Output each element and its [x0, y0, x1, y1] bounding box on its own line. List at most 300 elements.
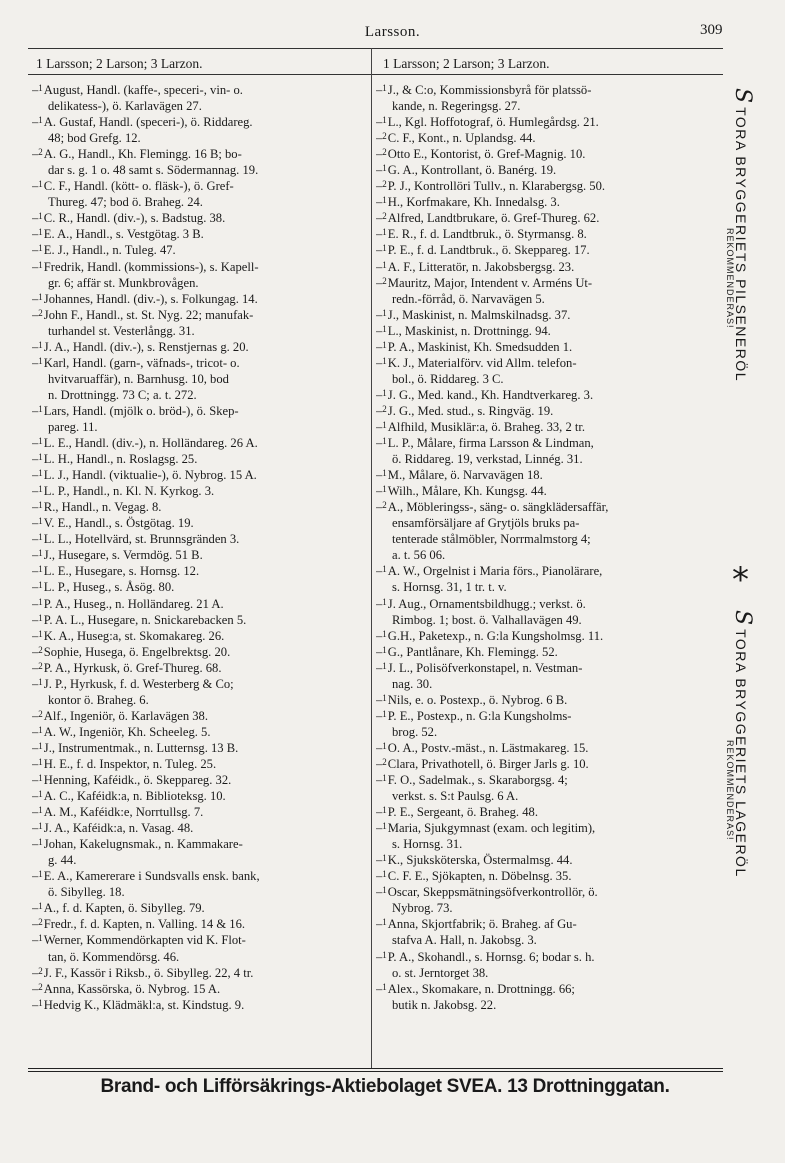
entry-text: A. W., Ingeniör, Kh. Scheeleg. 5. [43, 724, 211, 739]
directory-entry [376, 804, 728, 820]
spelling-variant-marker: 1 [38, 756, 43, 767]
spelling-variant-marker: 1 [38, 548, 43, 559]
spelling-variant-marker: 1 [38, 227, 43, 238]
entry-dash: – [32, 564, 39, 579]
entry-text: tenterade stålmöbler, Norrmalmstorg 4; [392, 532, 591, 547]
entry-continuation [376, 932, 728, 948]
directory-entry [32, 499, 366, 515]
spelling-variant-marker: 1 [382, 821, 387, 832]
side-ad-main-text: TORA BRYGGERIETS LAGERÖL [733, 629, 749, 878]
spelling-variant-marker: 1 [382, 227, 387, 238]
entry-text: L. H., Handl., n. Roslagsg. 25. [43, 452, 198, 467]
directory-entry [32, 724, 366, 740]
directory-entry [376, 387, 728, 403]
spelling-variant-marker: 1 [38, 837, 43, 848]
entry-dash: – [32, 644, 39, 659]
entry-text: Werner, Kommendörkapten vid K. Flot- [43, 933, 246, 948]
stora-logo-icon: S [730, 610, 755, 626]
spelling-variant-marker: 1 [38, 724, 43, 735]
entry-dash: – [32, 628, 39, 643]
directory-entry [376, 563, 728, 579]
entry-dash: – [32, 933, 39, 948]
entry-text: delikatess-), ö. Karlavägen 27. [48, 99, 202, 114]
entry-text: bol., ö. Riddareg. 3 C. [392, 371, 504, 386]
entry-dash: – [32, 869, 39, 884]
entry-text: Alex., Skomakare, n. Drottningg. 66; [387, 981, 575, 996]
spelling-variant-marker: 1 [382, 564, 387, 575]
directory-entry [32, 259, 366, 275]
directory-entry [32, 932, 366, 948]
entry-text: E. R., f. d. Landtbruk., ö. Styrmansg. 8. [387, 227, 587, 242]
spelling-variant-marker: 1 [382, 596, 387, 607]
entry-text: Johan, Kakelugnsmak., n. Kammakare- [43, 837, 243, 852]
spelling-variant-marker: 1 [382, 853, 387, 864]
entry-text: gr. 6; affär st. Munkbrovågen. [48, 275, 199, 290]
spelling-variant-marker: 1 [382, 644, 387, 655]
entry-dash: – [376, 853, 383, 868]
column-divider [371, 48, 372, 1068]
spelling-variant-marker: 1 [38, 403, 43, 414]
spelling-variant-marker: 1 [382, 163, 387, 174]
spelling-variant-marker: 1 [38, 500, 43, 511]
directory-entry [32, 644, 366, 660]
entry-text: L. P., Huseg., s. Åsög. 80. [43, 580, 175, 595]
directory-entry [376, 130, 728, 146]
entry-text: P. A., Huseg., n. Holländareg. 21 A. [43, 596, 224, 611]
directory-entry [376, 820, 728, 836]
spelling-variant-marker: 1 [38, 676, 43, 687]
entry-text: K., Sjuksköterska, Östermalmsg. 44. [387, 853, 573, 868]
spelling-variant-marker: 2 [38, 917, 43, 928]
entry-continuation [376, 371, 728, 387]
directory-entry [32, 756, 366, 772]
entry-text: Sophie, Husega, ö. Engelbrektsg. 20. [43, 644, 231, 659]
entry-continuation [32, 275, 366, 291]
spelling-variant-marker: 1 [382, 628, 387, 639]
directory-entry [32, 291, 366, 307]
entry-text: tan, ö. Kommendörsg. 46. [48, 949, 180, 964]
directory-entry [32, 612, 366, 628]
entry-dash: – [32, 516, 39, 531]
spelling-variant-marker: 1 [38, 933, 43, 944]
directory-entry [32, 210, 366, 226]
entry-dash: – [376, 387, 383, 402]
entry-text: stafva A. Hall, n. Jakobsg. 3. [392, 933, 537, 948]
entry-text: J., Husegare, s. Vermdög. 51 B. [43, 548, 203, 563]
directory-entry [32, 467, 366, 483]
spelling-variant-marker: 1 [382, 917, 387, 928]
directory-entry [376, 949, 728, 965]
entry-dash: – [32, 773, 39, 788]
entry-text: Henning, Kaféidk., ö. Skeppareg. 32. [43, 773, 232, 788]
entry-dash: – [32, 756, 39, 771]
entry-text: J. F., Kassör i Riksb., ö. Sibylleg. 22, 4 tr. [43, 965, 254, 980]
directory-entry [376, 483, 728, 499]
entry-dash: – [376, 259, 383, 274]
directory-entry [32, 226, 366, 242]
entry-continuation [32, 162, 366, 178]
entry-dash: – [32, 243, 39, 258]
spelling-variant-marker: 1 [38, 997, 43, 1008]
entry-dash: – [376, 773, 383, 788]
entry-dash: – [32, 227, 39, 242]
entry-dash: – [376, 885, 383, 900]
entry-continuation [376, 531, 728, 547]
entry-dash: – [32, 580, 39, 595]
entry-dash: – [32, 179, 39, 194]
entry-continuation [32, 387, 366, 403]
spelling-variant-marker: 1 [38, 805, 43, 816]
spelling-variant-marker: 1 [38, 740, 43, 751]
spelling-variant-marker: 1 [38, 628, 43, 639]
side-ad-lagerol [725, 610, 768, 1010]
directory-entry [32, 628, 366, 644]
directory-entry [376, 660, 728, 676]
entry-continuation [376, 98, 728, 114]
entry-text: P. E., Sergeant, ö. Braheg. 48. [387, 805, 538, 820]
spelling-variant-marker: 1 [382, 83, 387, 93]
entry-dash: – [32, 981, 39, 996]
directory-entry [32, 997, 366, 1013]
entry-text: Alfred, Landtbrukare, ö. Gref-Thureg. 62. [387, 211, 600, 226]
asterisk-divider-icon: * [732, 560, 749, 600]
entry-dash: – [376, 179, 383, 194]
spelling-variant-marker: 1 [382, 660, 387, 671]
entry-text: L. P., Handl., n. Kl. N. Kyrkog. 3. [43, 484, 215, 499]
entry-text: J. P., Hyrkusk, f. d. Westerberg & Co; [43, 676, 234, 691]
entry-text: P. E., Postexp., n. G:la Kungsholms- [387, 708, 572, 723]
directory-entry [32, 451, 366, 467]
spelling-variant-marker: 2 [382, 500, 387, 511]
entry-dash: – [376, 211, 383, 226]
entry-dash: – [376, 981, 383, 996]
spelling-variant-marker: 1 [38, 773, 43, 784]
spelling-variant-marker: 1 [38, 452, 43, 463]
directory-entry [376, 756, 728, 772]
directory-entry [32, 579, 366, 595]
entry-text: P. A., Skohandl., s. Hornsg. 6; bodar s. h. [387, 949, 595, 964]
directory-entry [376, 868, 728, 884]
directory-entry [32, 788, 366, 804]
entry-text: ensamförsäljare af Grytjöls bruks pa- [392, 516, 580, 531]
entry-continuation [32, 323, 366, 339]
spelling-variant-marker: 1 [38, 596, 43, 607]
directory-entry [32, 660, 366, 676]
entry-text: J. A., Kaféidk:a, n. Vasag. 48. [43, 821, 194, 836]
directory-entry [32, 114, 366, 130]
entry-text: kande, n. Regeringsg. 27. [392, 99, 521, 114]
entry-text: A. C., Kaféidk:a, n. Biblioteksg. 10. [43, 789, 226, 804]
entry-text: E. A., Kamererare i Sundsvalls ensk. bank, [43, 869, 260, 884]
entry-dash: – [376, 484, 383, 499]
directory-entry [32, 146, 366, 162]
entry-dash: – [376, 131, 383, 146]
entry-dash: – [32, 532, 39, 547]
entry-text: G.H., Paketexp., n. G:la Kungsholmsg. 11. [387, 628, 604, 643]
entry-dash: – [376, 419, 383, 434]
entry-text: C. F. E., Sjökapten, n. Döbelnsg. 35. [387, 869, 572, 884]
side-ad-main-text: TORA BRYGGERIETS PILSENERÖL [733, 107, 749, 383]
entry-dash: – [32, 291, 39, 306]
side-ad-sub-text: REKOMMENDERAS! [725, 740, 735, 841]
heading-rule [28, 74, 723, 75]
entry-text: K. J., Materialförv. vid Allm. telefon- [387, 355, 577, 370]
entry-dash: – [376, 564, 383, 579]
directory-entry [376, 916, 728, 932]
directory-entry [376, 499, 728, 515]
directory-entry [376, 339, 728, 355]
entry-dash: – [376, 355, 383, 370]
entry-text: Maria, Sjukgymnast (exam. och legitim), [387, 821, 596, 836]
entry-dash: – [32, 147, 39, 162]
entry-continuation [32, 949, 366, 965]
spelling-variant-marker: 1 [382, 115, 387, 126]
directory-entry [32, 836, 366, 852]
spelling-variant-marker: 1 [38, 580, 43, 591]
spelling-variant-marker: 1 [38, 532, 43, 543]
entry-text: turhandel st. Vesterlångg. 31. [48, 323, 195, 338]
directory-entry [32, 515, 366, 531]
entry-dash: – [376, 805, 383, 820]
spelling-variant-marker: 1 [382, 484, 387, 495]
entry-dash: – [376, 243, 383, 258]
entry-dash: – [32, 548, 39, 563]
entry-continuation [32, 419, 366, 435]
entry-continuation [376, 451, 728, 467]
entry-text: Karl, Handl. (garn-, väfnads-, tricot- o. [43, 355, 240, 370]
directory-entry [376, 596, 728, 612]
directory-entry [32, 483, 366, 499]
entry-dash: – [32, 612, 39, 627]
entry-text: ö. Sibylleg. 18. [48, 885, 125, 900]
spelling-variant-marker: 1 [38, 901, 43, 912]
entry-text: L., Kgl. Hoffotograf, ö. Humlegårdsg. 21. [387, 115, 599, 130]
entry-text: Fredr., f. d. Kapten, n. Valling. 14 & 16. [43, 917, 246, 932]
entry-dash: – [376, 949, 383, 964]
entry-text: August, Handl. (kaffe-, speceri-, vin- o. [43, 83, 243, 97]
entry-dash: – [376, 227, 383, 242]
entry-text: Nils, e. o. Postexp., ö. Nybrog. 6 B. [387, 692, 568, 707]
spelling-variant-marker: 1 [38, 243, 43, 254]
directory-entry [32, 981, 366, 997]
directory-entry [376, 884, 728, 900]
spelling-variant-marker: 1 [382, 195, 387, 206]
spelling-variant-marker: 2 [38, 708, 43, 719]
entry-dash: – [32, 596, 39, 611]
spelling-variant-marker: 1 [38, 612, 43, 623]
entry-dash: – [32, 500, 39, 515]
entry-dash: – [32, 83, 39, 97]
entry-text: Clara, Privathotell, ö. Birger Jarls g. 10. [387, 756, 589, 771]
entry-continuation [376, 291, 728, 307]
entry-dash: – [376, 740, 383, 755]
directory-entry [32, 307, 366, 323]
directory-entry [376, 435, 728, 451]
entry-text: g. 44. [48, 853, 77, 868]
spelling-variant-marker: 2 [382, 275, 387, 286]
entry-text: C. F., Handl. (kött- o. fläsk-), ö. Gref- [43, 179, 234, 194]
spelling-variant-marker: 2 [38, 307, 43, 318]
entry-text: A., f. d. Kapten, ö. Sibylleg. 79. [43, 901, 205, 916]
entry-text: L. E., Husegare, s. Hornsg. 12. [43, 564, 200, 579]
directory-entry [376, 708, 728, 724]
entry-dash: – [32, 724, 39, 739]
entry-dash: – [32, 355, 39, 370]
entry-dash: – [32, 676, 39, 691]
spelling-variant-marker: 1 [382, 307, 387, 318]
entry-dash: – [32, 805, 39, 820]
entry-text: s. Hornsg. 31. [392, 837, 463, 852]
entry-text: J., Maskinist, n. Malmskilnadsg. 37. [387, 307, 571, 322]
entry-text: J. A., Handl. (div.-), s. Renstjernas g. 20. [43, 339, 249, 354]
spelling-variant-marker: 1 [382, 740, 387, 751]
entry-text: P. A., Hyrkusk, ö. Gref-Thureg. 68. [43, 660, 222, 675]
entry-dash: – [32, 917, 39, 932]
entry-continuation [376, 997, 728, 1013]
directory-entry [32, 531, 366, 547]
entry-dash: – [376, 323, 383, 338]
entry-dash: – [376, 869, 383, 884]
spelling-variant-marker: 1 [382, 885, 387, 896]
entry-dash: – [32, 339, 39, 354]
directory-entry [376, 194, 728, 210]
entry-dash: – [32, 307, 39, 322]
spelling-variant-marker: 2 [38, 644, 43, 655]
spelling-variant-marker: 1 [38, 484, 43, 495]
entry-text: Otto E., Kontorist, ö. Gref-Magnig. 10. [387, 147, 586, 162]
directory-entry [376, 275, 728, 291]
spelling-variant-marker: 2 [382, 211, 387, 222]
entry-text: pareg. 11. [48, 419, 98, 434]
entry-dash: – [376, 644, 383, 659]
directory-entry [376, 644, 728, 660]
entry-continuation [32, 130, 366, 146]
entry-text: A. F., Litteratör, n. Jakobsbergsg. 23. [387, 259, 575, 274]
entry-continuation [376, 836, 728, 852]
spelling-variant-marker: 1 [382, 981, 387, 992]
entry-text: Hedvig K., Klädmäkl:a, st. Kindstug. 9. [43, 997, 245, 1012]
entry-text: R., Handl., n. Vegag. 8. [43, 500, 162, 515]
spelling-variant-marker: 1 [382, 949, 387, 960]
directory-entry [376, 467, 728, 483]
spelling-variant-marker: 2 [38, 660, 43, 671]
entry-dash: – [32, 436, 39, 451]
entry-text: dar s. g. 1 o. 48 samt s. Södermannag. 19. [48, 163, 259, 178]
entry-dash: – [376, 195, 383, 210]
entry-dash: – [376, 403, 383, 418]
entry-dash: – [32, 708, 39, 723]
entry-text: Alfhild, Musiklär:a, ö. Braheg. 33, 2 tr. [387, 419, 586, 434]
entry-dash: – [376, 275, 383, 290]
entry-text: L. L., Hotellvärd, st. Brunnsgränden 3. [43, 532, 240, 547]
entry-text: K. A., Huseg:a, st. Skomakareg. 26. [43, 628, 225, 643]
entry-text: hvitvaruaffär), n. Barnhusg. 10, bod [48, 371, 229, 386]
directory-entry [32, 563, 366, 579]
spelling-variant-marker: 2 [38, 147, 43, 158]
entry-text: H., Korfmakare, Kh. Innedalsg. 3. [387, 195, 560, 210]
spelling-variant-marker: 1 [38, 516, 43, 527]
entry-text: n. Drottningg. 73 C; a. t. 272. [48, 387, 197, 402]
entry-continuation [32, 98, 366, 114]
directory-entry [376, 307, 728, 323]
spelling-variant-marker: 1 [38, 355, 43, 366]
directory-entry [376, 852, 728, 868]
entry-text: Wilh., Målare, Kh. Kungsg. 44. [387, 484, 547, 499]
entry-text: Lars, Handl. (mjölk o. bröd-), ö. Skep- [43, 403, 239, 418]
entry-text: J. L., Polisöfverkonstapel, n. Vestman- [387, 660, 583, 675]
directory-entry [376, 114, 728, 130]
directory-entry [376, 355, 728, 371]
spelling-variant-marker: 2 [38, 965, 43, 976]
entry-text: 48; bod Grefg. 12. [48, 131, 141, 146]
directory-entry [376, 628, 728, 644]
running-title: Larsson. [364, 24, 421, 40]
entry-dash: – [32, 901, 39, 916]
entry-text: Oscar, Skeppsmätningsöfverkontrollör, ö. [387, 885, 598, 900]
entry-text: C. F., Kont., n. Uplandsg. 44. [387, 131, 536, 146]
entry-text: nag. 30. [392, 676, 433, 691]
entry-dash: – [376, 83, 383, 97]
entry-text: A. G., Handl., Kh. Flemingg. 16 B; bo- [43, 147, 242, 162]
entry-dash: – [376, 339, 383, 354]
entry-text: L., Maskinist, n. Drottningg. 94. [387, 323, 551, 338]
directory-entry [32, 965, 366, 981]
spelling-variant-marker: 1 [38, 339, 43, 350]
entry-text: C. R., Handl. (div.-), s. Badstug. 38. [43, 211, 226, 226]
entry-continuation [376, 676, 728, 692]
entry-text: G., Pantlånare, Kh. Flemingg. 52. [387, 644, 558, 659]
directory-entry [32, 740, 366, 756]
entry-text: Thureg. 47; bod ö. Braheg. 24. [48, 195, 203, 210]
entry-continuation [376, 965, 728, 981]
entry-dash: – [376, 628, 383, 643]
spelling-variant-marker: 2 [382, 403, 387, 414]
entry-text: L. E., Handl. (div.-), n. Holländareg. 26 A. [43, 436, 258, 451]
spelling-variant-marker: 1 [382, 355, 387, 366]
directory-entry [32, 355, 366, 371]
entry-dash: – [376, 917, 383, 932]
spelling-variant-marker: 2 [382, 179, 387, 190]
left-column-heading: 1 Larsson; 2 Larson; 3 Larzon. [36, 56, 203, 71]
entry-text: V. E., Handl., s. Östgötag. 19. [43, 516, 194, 531]
entry-text: butik n. Jakobsg. 22. [392, 997, 497, 1012]
directory-entry [376, 226, 728, 242]
entry-dash: – [376, 708, 383, 723]
entry-text: A., Möbleringss-, säng- o. sängklädersaffär, [387, 500, 609, 515]
entry-text: G. A., Kontrollant, ö. Banérg. 19. [387, 163, 557, 178]
entry-dash: – [376, 596, 383, 611]
directory-entry [376, 692, 728, 708]
directory-entry [376, 403, 728, 419]
entry-text: J. G., Med. kand., Kh. Handtverkareg. 3. [387, 387, 594, 402]
entry-dash: – [32, 837, 39, 852]
top-rule [28, 48, 723, 49]
entry-text: Johannes, Handl. (div.-), s. Folkungag. 14. [43, 291, 258, 306]
entry-text: P. A. L., Husegare, n. Snickarebacken 5. [43, 612, 247, 627]
entry-dash: – [376, 468, 383, 483]
directory-entry [32, 772, 366, 788]
directory-entry [376, 259, 728, 275]
entry-text: Mauritz, Major, Intendent v. Arméns Ut- [387, 275, 593, 290]
footer-rule [28, 1071, 723, 1072]
spelling-variant-marker: 1 [38, 436, 43, 447]
spelling-variant-marker: 1 [382, 339, 387, 350]
entry-text: H. E., f. d. Inspektor, n. Tuleg. 25. [43, 756, 217, 771]
entry-dash: – [376, 163, 383, 178]
entry-text: J., & C:o, Kommissionsbyrå för platssö- [387, 83, 592, 97]
entry-dash: – [32, 789, 39, 804]
entry-dash: – [376, 436, 383, 451]
